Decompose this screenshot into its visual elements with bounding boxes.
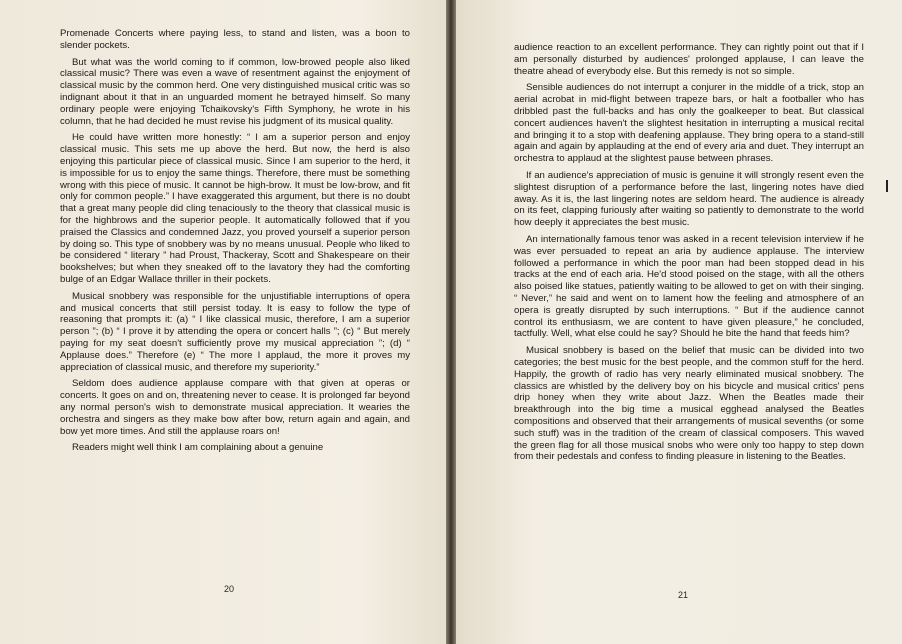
paragraph: Musical snobbery is based on the belief that music can be divided into two categories; the best music for the best people, and the common stuff for the herd. Happily, the growth of radio has very nearly eliminated musical snobbery. The classics are whistled by the delivery boy on his bicycle and musical critics' pens drip honey when they write about Jazz. When the Beatles made their breakthrough into the big time a musical egghead analysed the Beatles compositions and observed that their arrangements of musical sevenths (or some such stuff) was in the tradition of the cream of classical composers. This waved the green flag for all those musical snobs who were only too happy to step down from their pedestals and confess to finding pleasure in listening to the Beatles. bbox=[514, 345, 864, 463]
left-page bbox=[0, 0, 446, 644]
margin-pencil-mark bbox=[886, 180, 888, 192]
paragraph: He could have written more honestly: “ I am a superior person and enjoy classical music. This sets me up above the herd. But now, the herd is also enjoying this particular piece of classical music. Since I am superior to the herd, it is impossible for us to enjoy the same things. Therefore, there must be something wrong with this piece of music. It cannot be high-brow. It must be low-brow, and fit only for common people.” I have exaggerated this argument, but there is no doubt that a great many people did cling tenaciously to the theory that classical music is for the highbrows and the superior people. It automatically followed that if you praised the Classics and condemned Jazz, you proved yourself a superior person by doing so. This type of snobbery was by no means unusual. People who liked to be considered “ literary ” had Proust, Thackeray, Scott and Shakespeare on their bookshelves; but when they sneaked off to the lavatory they had the comforting bulge of an Edgar Wallace thriller in their pockets. bbox=[60, 132, 410, 285]
paragraph: audience reaction to an excellent performance. They can rightly point out that if I am personally disturbed by audiences' prolonged applause, I can leave the theatre ahead of everybody else. But this remedy is not so simple. bbox=[514, 42, 864, 77]
paragraph: But what was the world coming to if common, low-browed people also liked classical music? There was even a wave of resentment against the enjoyment of classical music by the common herd. One very distinguished musical critic was so indignant about it that in an unguarded moment he betrayed himself. So many ordinary people were enjoying Tchaikovsky's Fifth Symphony, he wrote in his column, that he had decided he must revise his judgment of its musical quality. bbox=[60, 56, 410, 127]
book-gutter bbox=[446, 0, 456, 644]
paragraph: Seldom does audience applause compare with that given at operas or concerts. It goes on and on, threatening never to cease. It is prolonged far beyond any normal person's wish to demonstrate musical appreciation. It wearies the orchestra and singers as they make bow after bow, return again and again, and bow yet more times. And still the applause roars on! bbox=[60, 378, 410, 437]
paragraph: Sensible audiences do not interrupt a conjurer in the middle of a trick, stop an aerial acrobat in mid-flight between trapeze bars, or halt a footballer who has dribbled past the full-backs and has only the goalkeeper to beat. But classical concert audiences haven't the slightest hesitation in interrupting a musical recital and bringing it to a stop with deafening applause. They bring opera to a stand-still again and again by applauding at the end of every aria and duet. They interrupt an orchestra to applaud at the slightest pause between phrases. bbox=[514, 82, 864, 165]
paragraph: Promenade Concerts where paying less, to stand and listen, was a boon to slender pockets. bbox=[60, 28, 410, 51]
paragraph: An internationally famous tenor was asked in a recent television interview if he was ever persuaded to repeat an aria by audience applause. The interview followed a performance in which the poor man had been stopped dead in his tracks at the end of each aria. He'd stood poised on the stage, with all the others also poised like statues, patiently waiting to be allowed to get on with their singing. “ Never,” he said and went on to lament how the feeling and atmosphere of an opera is greatly disrupted by such interruptions. “ But if the audience cannot control its enthusiasm, we are content to have given pleasure,” he concluded, tactfully. Well, what else could he say? Should he bite the hand that feeds him? bbox=[514, 233, 864, 340]
paragraph: Musical snobbery was responsible for the unjustifiable interruptions of opera and musical concerts that still persist today. It is easy to follow the type of reasoning that prompts it: (a) “ I like classical music, therefore, I am a superior person ”; (b) “ I prove it by attending the opera or concert halls ”; (c) “ But merely paying for my seat doesn't sufficiently prove my musical appreciation ”; (d) “ Applause does.” Therefore (e) “ The more I applaud, the more it proves my appreciation of classical music, and therefore my superiority.” bbox=[60, 290, 410, 373]
paragraph: If an audience's appreciation of music is genuine it will strongly resent even the slightest disruption of a performance before the last, lingering notes have died away. As it is, the last lingering notes are seldom heard. The audience is already on its feet, clapping furiously after waiting so patiently to demonstrate to the world how deeply it appreciates the best music. bbox=[514, 169, 864, 229]
page-number: 21 bbox=[677, 590, 688, 600]
paragraph: Readers might well think I am complaining about a genuine bbox=[72, 442, 324, 454]
right-page bbox=[456, 0, 902, 644]
page-number: 20 bbox=[223, 584, 234, 594]
